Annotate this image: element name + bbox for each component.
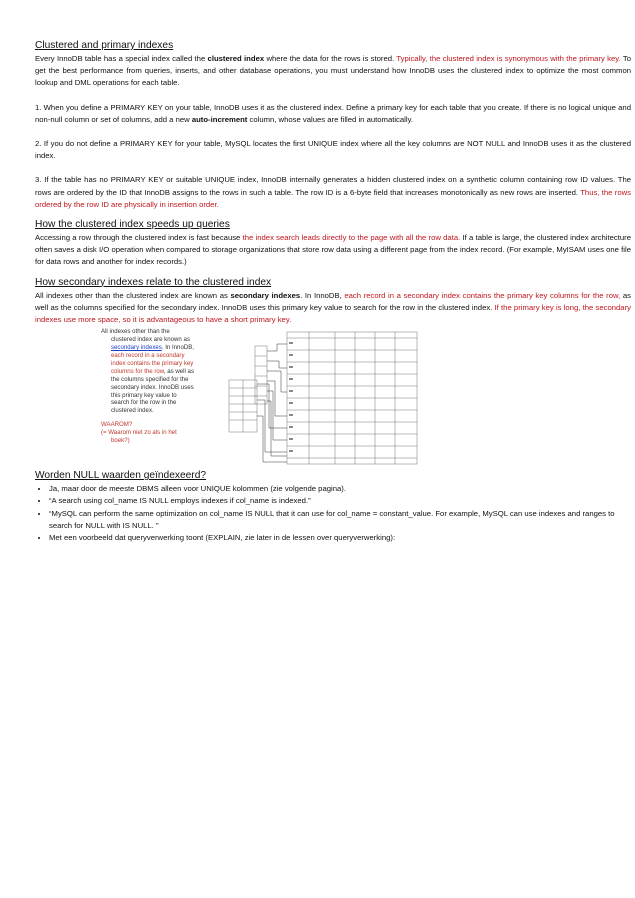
text: where the data for the rows is stored. [264, 54, 397, 63]
highlight-text: the index search leads directly to the page with all the row data. [242, 233, 461, 243]
bold-term: secondary indexes [230, 290, 301, 300]
secondary-index-figure [101, 328, 451, 468]
text: . In InnoDB, [300, 290, 345, 300]
caption-line: secondary index. InnoDB uses [111, 383, 194, 391]
caption-line: . In InnoDB, [161, 344, 194, 352]
caption-highlight: each record in a secondary [111, 351, 185, 359]
text: All indexes other than the clustered index are known as [35, 290, 231, 300]
document-page [35, 40, 631, 544]
highlight-text: Typically, the clustered index is synonymous with the primary key. [396, 54, 621, 63]
heading-secondary-indexes: How secondary indexes relate to the clustered index [35, 276, 272, 288]
caption-highlight: index contains the primary key [111, 359, 194, 367]
caption-line: the columns specified for the [111, 375, 189, 383]
heading-clustered-primary: Clustered and primary indexes [35, 40, 174, 51]
null-index-list [35, 483, 631, 544]
figure-question [101, 421, 225, 445]
text: If a table is large, the clustered index architecture often saves a disk I/O operation when compared to storage organizations that store row data using a different page from the index record. (For example, MyISAM uses one file for data rows and another for index records.) [35, 233, 631, 267]
paragraph-rule-2: 2. If you do not define a PRIMARY KEY for your table, MySQL locates the first UNIQUE index where all the key columns are NOT NULL and InnoDB uses it as the clustered index. [35, 139, 631, 161]
heading-speeds-up: How the clustered index speeds up queries [35, 219, 230, 231]
paragraph-rule-1 [35, 102, 631, 126]
caption-line: , as well as [163, 367, 194, 375]
caption-line: All indexes other than the [101, 328, 170, 336]
text: To get the best performance from queries, inserts, and other database operations, you must understand how InnoDB uses the clustered index to optimize the most common lookup and DML operations for each table. [35, 54, 631, 88]
caption-line: this primary key value to [111, 391, 177, 399]
list-item: • “A search using col_name IS NULL employs indexes if col_name is indexed.” [49, 495, 631, 507]
figure-caption [101, 328, 225, 445]
caption-highlight: columns for the row [111, 367, 164, 375]
paragraph-rule-3 [35, 174, 631, 211]
bold-term: auto-increment [191, 114, 248, 124]
text: 1. When you define a PRIMARY KEY on your table, InnoDB uses it as the clustered index. Define a primary key for each table that you create. If there is no logical unique and non-null column or set of columns, add a new [35, 102, 631, 124]
text: column, whose values are filled in automatically. [247, 114, 414, 124]
question-line: boek?) [111, 437, 130, 445]
caption-line: clustered index. [111, 407, 154, 415]
question-line: WAAROM? [101, 421, 133, 429]
highlight-text: each record in a secondary index contains the primary key columns for the row, [344, 290, 621, 300]
list-item: • “MySQL can perform the same optimization on col_name IS NULL that it can use for col_name = constant_value. For example, MySQL can use indexes and ranges to search for NULL with IS NULL. ” [49, 508, 631, 532]
heading-null-indexed: Worden NULL waarden geïndexeerd? [35, 470, 207, 482]
secondary-indexes-link[interactable]: secondary indexes [111, 344, 162, 352]
caption-line: clustered index are known as [111, 336, 190, 344]
bold-term: clustered index [207, 54, 265, 63]
text: Every InnoDB table has a special index called the [35, 54, 208, 63]
caption-line: search for the row in the [111, 399, 177, 407]
paragraph-clustered-intro [35, 53, 631, 90]
question-line: (= Waarom niet zo als in het [101, 429, 177, 437]
text: 3. If the table has no PRIMARY KEY or suitable UNIQUE index, InnoDB internally generates a hidden clustered index on a synthetic column containing row ID values. The rows are ordered by the ID that InnoDB assigns to the rows in such a table. The row ID is a 6-byte field that increases monotonically as new rows are inserted. [35, 175, 631, 197]
text: as well as the columns specified for the secondary index. InnoDB uses this primary key value to search for the row in the clustered index. [35, 290, 632, 312]
highlight-text: Thus, the rows ordered by the row ID are physically in insertion order. [35, 187, 631, 209]
paragraph-speeds-up [35, 232, 631, 269]
text: Accessing a row through the clustered index is fast because [35, 233, 243, 243]
list-item: • Ja, maar door de meeste DBMS alleen voor UNIQUE kolommen (zie volgende pagina). [49, 483, 631, 495]
index-structure-diagram [225, 328, 451, 468]
list-item: • Met een voorbeeld dat queryverwerking toont (EXPLAIN, zie later in de lessen over queryverwerking): [49, 532, 631, 544]
highlight-text: If the primary key is long, the secondary indexes use more space, so it is advantageous to have a short primary key. [35, 302, 631, 325]
paragraph-secondary-indexes [35, 290, 631, 327]
